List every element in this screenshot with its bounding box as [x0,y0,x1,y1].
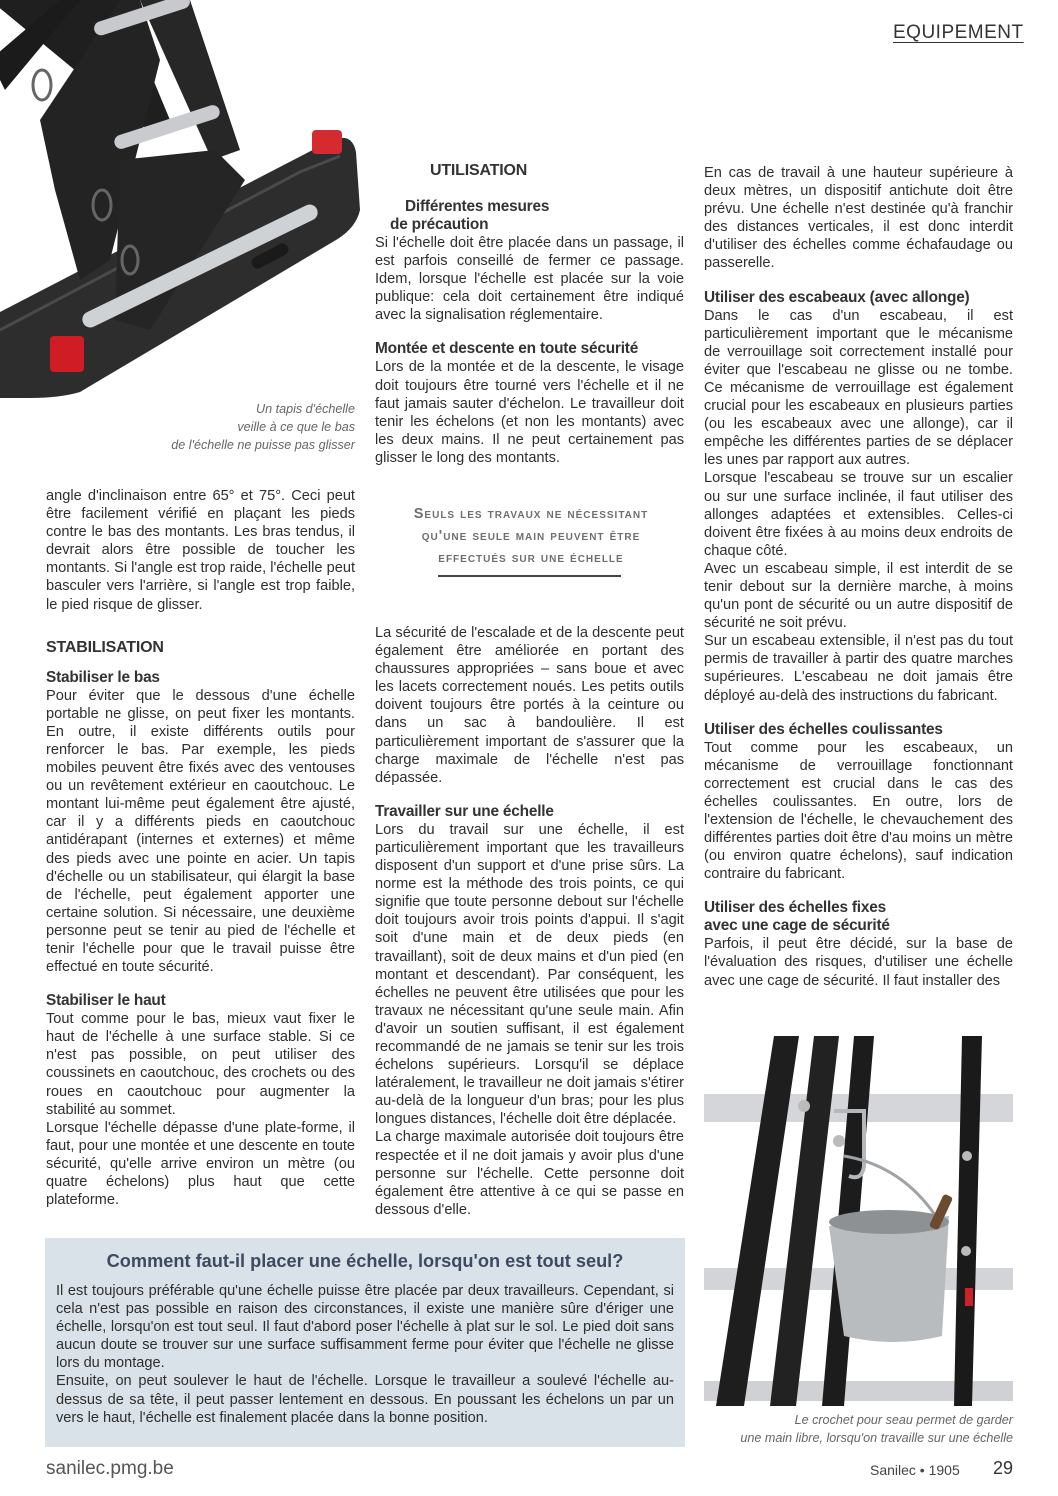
left-column [46,487,355,1209]
figure-top-caption [150,400,355,454]
heading-travailler: Travailler sur une échelle [375,802,554,820]
caption-line: Un tapis d'échelle [255,402,355,416]
info-box-paragraph: Il est toujours préférable qu'une échelle puisse être placée par deux travailleurs. Cependant, si cela n'est pas possible en raison des circonstances, il existe une manière sûre d'ériger une échelle, lorsqu'on est tout seul. Il faut d'abord poser l'échelle à plat sur le sol. Le pied doit sans aucun doute se trouver sur une surface suffisamment ferme pour éviter que l'échelle ne glisse lors du montage. [56,1283,674,1372]
paragraph-stabiliser-haut: Tout comme pour le bas, mieux vaut fixer le haut de l'échelle à une surface stable. Si ce n'est pas possible, on peut utiliser des coussinets en caoutchouc, des crochets ou des roues en caoutchouc pour augmenter la stabilité au sommet. [46,1011,355,1118]
caption-line: une main libre, lorsqu'on travaille sur une échelle [740,1431,1013,1445]
paragraph-escabeaux: Sur un escabeau extensible, il n'est pas du tout permis de travailler à partir des quatre marches supérieures. L'escabeau ne doit jamais être déployé au-delà des instructions du fabricant. [704,633,1013,704]
caption-line: veille à ce que le bas [237,420,355,434]
info-box-title: Comment faut-il placer une échelle, lorsqu'on est tout seul? [106,1251,624,1271]
bucket-hook-photo [704,1036,1013,1406]
intro-paragraph: angle d'inclinaison entre 65° et 75°. Ceci peut être facilement vérifié en plaçant les pieds contre le bas des montants. Les bras tendus, il devrait alors être possible de toucher les montants. Si l'angle est trop raide, l'échelle peut basculer vers l'arrière, si l'angle est trop faible, le pied risque de glisser. [46,488,355,613]
heading-precaution: de précaution [390,216,489,233]
heading-utilisation: UTILISATION [430,162,528,179]
paragraph-montee: Lors de la montée et de la descente, le visage doit toujours être tourné vers l'échelle et il ne faut jamais sauter d'échelon. Le travailleur doit tenir les échelons (et non les montants) avec les deux mains. Il ne peut certainement pas glisser le long des montants. [375,359,684,466]
paragraph-fixes: Parfois, il peut être décidé, sur la base de l'évaluation des risques, d'utiliser une échelle avec une cage de sécurité. Il faut installer des [704,936,1013,989]
heading-escabeaux: Utiliser des escabeaux (avec allonge) [704,288,970,306]
right-column [704,164,1013,990]
quote-line: Seuls les travaux ne nécessitant [413,506,649,522]
paragraph-stabiliser-bas: Pour éviter que le dessous d'une échelle portable ne glisse, on peut fixer les montants. En outre, il existe différents outils pour renforcer le bas. Par exemple, les pieds mobiles peuvent être fixés avec des ventouses ou un revêtement extérieur en caoutchouc. Le montant lui-même peut également être ajusté, car il y a différents pieds en caoutchouc antidérapant (internes et externes) et même des pieds avec une pointe en acier. Un tapis d'échelle ou un stabilisateur, qui élargit la base de l'échelle, peut également apporter une certaine solution. Si nécessaire, une deuxième personne peut se tenir au pied de l'échelle et tenir l'échelle pour que le travail puisse être effectué en toute sécurité. [46,687,355,976]
paragraph-stabiliser-haut: Lorsque l'échelle dépasse d'une plate-forme, il faut, pour une montée et une descente en toute sécurité, qu'elle arrive environ un mètre (ou quatre échelons) plus haut que cette plateforme. [46,1119,355,1209]
heading-montee: Montée et descente en toute sécurité [375,340,639,358]
heading-coulissantes: Utiliser des échelles coulissantes [704,720,943,738]
paragraph-hauteur: En cas de travail à une hauteur supérieure à deux mètres, un dispositif antichute doit être prévu. Une échelle n'est destinée qu'à franchir des distances verticales, il est donc interdit d'utiliser des échelles comme échafaudage ou passerelle. [704,165,1013,272]
middle-column-lower [375,624,684,1219]
quote-line: qu'une seule main peuvent être [421,528,641,544]
quote-divider [438,575,621,577]
paragraph-escabeaux: Lorsque l'escabeau se trouve sur un escalier ou sur une surface inclinée, il faut utiliser des allonges adaptées et extensibles. Celles-ci doivent être fixées à au moins deux endroits de chaque côté. [704,470,1013,559]
paragraph-securite: La sécurité de l'escalade et de la descente peut également être améliorée en portant des chaussures appropriées – sans boue et avec les lacets correctement noués. Les petits outils doivent toujours être portés à la ceinture ou dans un sac à bandoulière. Il est particulièrement important de s'assurer que la charge maximale de l'échelle n'est pas dépassée. [375,625,684,786]
heading-stabilisation: STABILISATION [46,638,164,656]
heading-stabiliser-haut: Stabiliser le haut [46,992,166,1010]
paragraph-precaution: Si l'échelle doit être placée dans un passage, il est parfois conseillé de fermer ce passage. Idem, lorsque l'échelle est placée sur la voie publique: cela doit certainement être indiqué avec la signalisation réglementaire. [375,235,684,324]
paragraph-escabeaux: Dans le cas d'un escabeau, il est particulièrement important que le mécanisme de verrouillage soit correctement installé pour éviter que l'escabeau ne glisse ou ne tombe. Ce mécanisme de verrouillage est également crucial pour les escabeaux en plusieurs parties (ou les escabeaux avec une allonge), car il empêche les différentes parties de se déplacer les unes par rapport aux autres. [704,307,1013,469]
figure-bottom-caption [704,1411,1013,1447]
info-box-paragraph: Ensuite, on peut soulever le haut de l'échelle. Lorsque le travailleur a soulevé l'échelle au-dessus de sa tête, il peut passer lentement en dessous. En poussant les échelons un par un vers le haut, l'échelle est finalement placée dans la bonne position. [56,1373,674,1426]
footer-website: sanilec.pmg.be [46,1458,174,1479]
heading-stabiliser-bas: Stabiliser le bas [46,668,160,686]
ladder-mat-photo [0,0,360,398]
heading-precaution: Différentes mesures [405,198,550,215]
heading-fixes: avec une cage de sécurité [704,917,890,935]
info-box [45,1238,685,1447]
heading-fixes: Utiliser des échelles fixes [704,899,886,917]
paragraph-coulissantes: Tout comme pour les escabeaux, un mécanisme de verrouillage fonctionnant correctement est crucial dans le cas des échelles coulissantes. En outre, lors de l'extension de l'échelle, le chevauchement des différentes parties doit être d'au moins un mètre (ou environ quatre échelons), sauf indication contraire du fabricant. [704,739,1013,883]
caption-line: Le crochet pour seau permet de garder [794,1413,1013,1427]
caption-line: de l'échelle ne puisse pas glisser [171,438,355,452]
section-label: EQUIPEMENT [893,22,1024,43]
paragraph-travailler: Lors du travail sur une échelle, il est particulièrement important que les travailleurs disposent d'un support et d'une prise sûrs. La norme est la méthode des trois points, ce qui signifie que toute personne debout sur l'échelle doit toujours avoir trois points d'appui. Il s'agit soit d'une main et de deux pieds (en travaillant), soit de deux mains et d'un pied (en montant et descendant). Par conséquent, les échelles ne peuvent être utilisées que pour les travaux ne nécessitant qu'une seule main. Afin d'avoir un soutien suffisant, il est également recommandé de ne jamais se tenir sur les trois échelons supérieurs. Lorsqu'il se déplace latéralement, le travailleur ne doit jamais s'étirer au-delà de la longueur d'un bras; pour les plus longues distances, l'échelle doit être déplacée. [375,821,684,1128]
paragraph-escabeaux: Avec un escabeau simple, il est interdit de se tenir debout sur la dernière marche, à moins qu'un pont de sécurité ou un autre dispositif de sécurité ne soit prévu. [704,560,1013,632]
quote-line: effectués sur une échelle [438,550,624,566]
footer-publication: Sanilec • 1905 [870,1462,960,1478]
page-number: 29 [993,1458,1014,1478]
pull-quote [378,503,684,569]
middle-column [375,162,684,467]
paragraph-charge: La charge maximale autorisée doit toujours être respectée et il ne doit jamais y avoir plus d'une personne sur l'échelle. Cette personne doit également être attentive à ce qui se passe en dessous d'elle. [375,1129,684,1218]
